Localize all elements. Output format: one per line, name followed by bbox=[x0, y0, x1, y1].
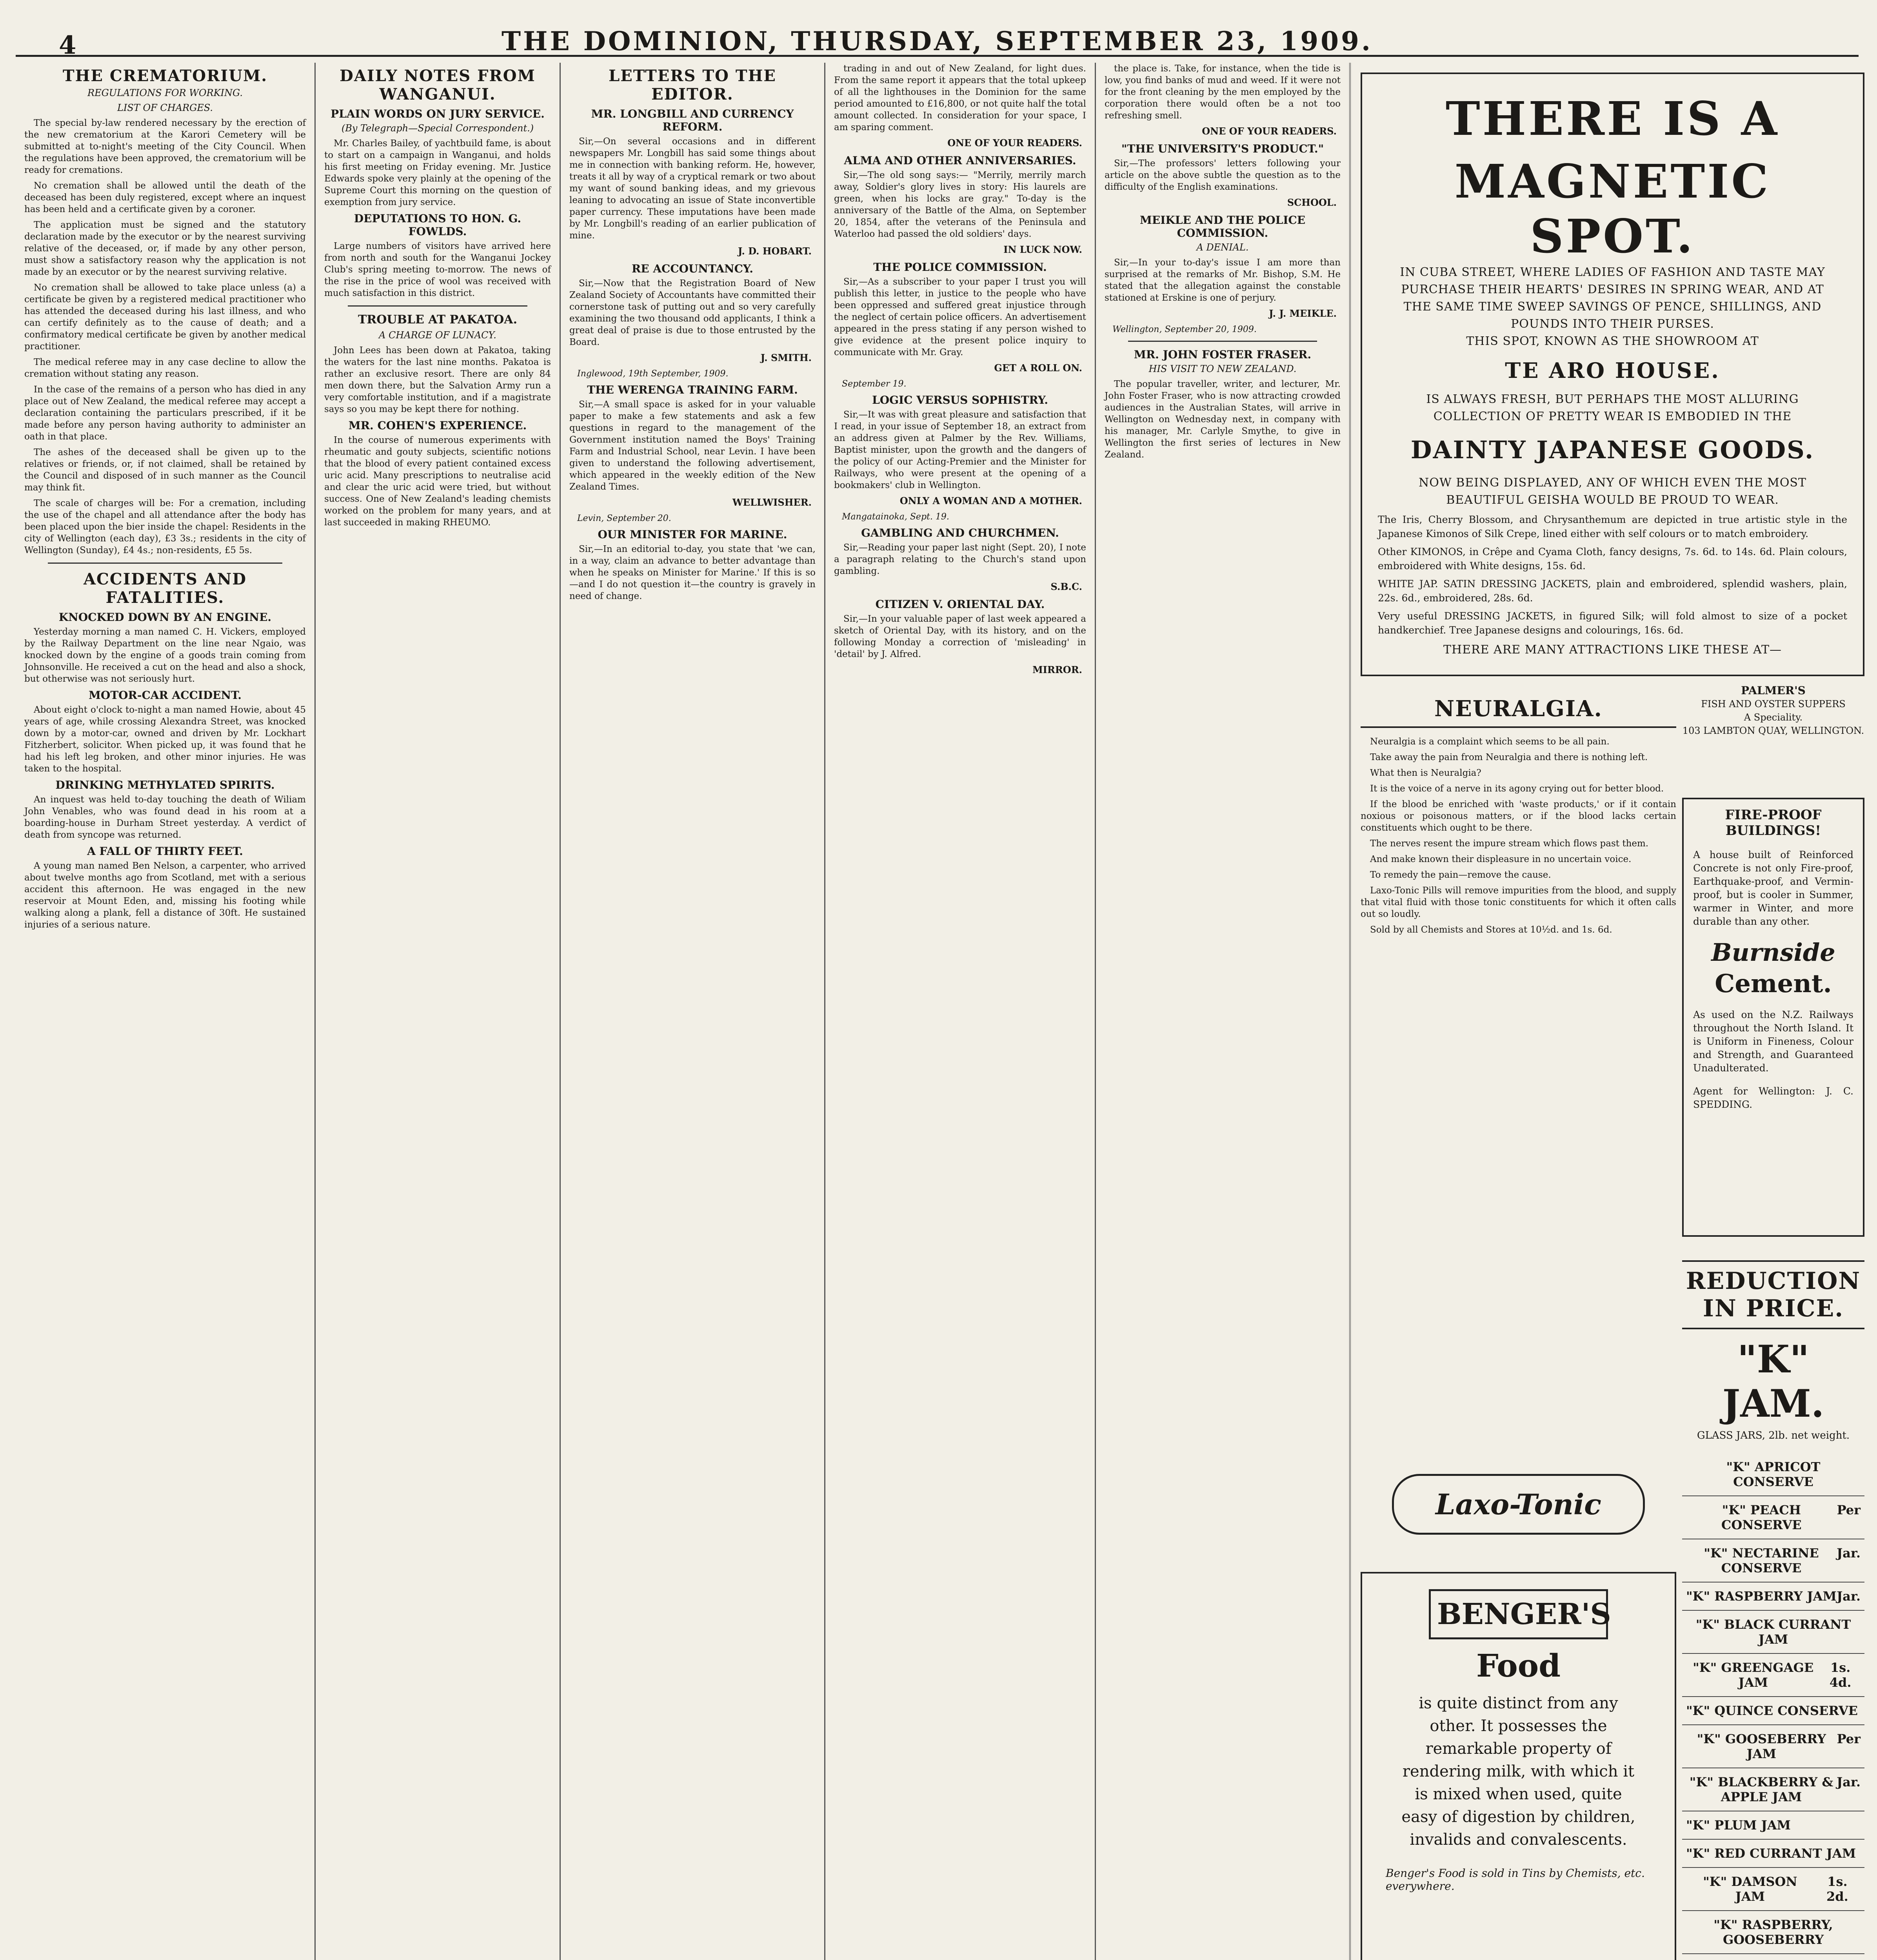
letter-signature: ONE OF YOUR READERS. bbox=[1202, 125, 1337, 137]
article-paragraph: In the case of the remains of a person who has died in any place out of New Zealand, the medical referee may accept a declaration containing the particulars prescribed, if it be made before any person having authority to administer an oath in that place. bbox=[24, 385, 306, 442]
jam-row bbox=[1682, 1611, 1864, 1654]
ad-note: Benger's Food is sold in Tins by Chemists, etc. everywhere. bbox=[1386, 1867, 1645, 1893]
letter-signature: IN LUCK NOW. bbox=[1003, 244, 1082, 255]
letter-signature: GET A ROLL ON. bbox=[994, 362, 1082, 374]
ad-title: REDUCTION IN PRICE. bbox=[1682, 1260, 1864, 1329]
ad-store-name: TE ARO HOUSE. bbox=[1505, 358, 1720, 383]
ad-paragraph: To remedy the pain—remove the cause. bbox=[1370, 870, 1551, 880]
jam-row bbox=[1682, 1496, 1864, 1539]
ad-line: NOW BEING DISPLAYED, ANY OF WHICH EVEN THE MOST bbox=[1419, 476, 1806, 490]
section-subheading: MR. COHEN'S EXPERIENCE. bbox=[348, 419, 527, 432]
jam-row bbox=[1682, 1768, 1864, 1811]
letter-heading: LOGIC VERSUS SOPHISTRY. bbox=[872, 394, 1048, 407]
article-heading: LETTERS TO THE EDITOR. bbox=[609, 67, 776, 103]
article-paragraph: No cremation shall be allowed to take place unless (a) a certificate be given by a registered medical practitioner who has attended the deceased during his last illness, and who can certify definitely as to the cause of death; and a confirmatory medical certificate be given by another medical practitioner. bbox=[24, 283, 306, 352]
letter-paragraph: Sir,—The professors' letters following your article on the above subtle the question as to the difficulty of the English examinations. bbox=[1105, 158, 1341, 192]
divider bbox=[1128, 341, 1317, 342]
ad-lines bbox=[1378, 474, 1847, 509]
ad-line: IS ALWAYS FRESH, BUT PERHAPS THE MOST ALLURING bbox=[1426, 392, 1799, 406]
divider bbox=[48, 563, 282, 564]
letter-paragraph: Sir,—Now that the Registration Board of New Zealand Society of Accountants have committed their cornerstone task of putting out and so very carefully examining the two thousand odd applicants, I think a great deal of praise is due to those entrusted by the Board. bbox=[569, 278, 816, 347]
jam-name: "K" GOOSEBERRY JAM bbox=[1697, 1731, 1826, 1761]
jam-row bbox=[1682, 1539, 1864, 1583]
letter-heading: MEIKLE AND THE POLICE COMMISSION. bbox=[1139, 214, 1306, 240]
ad-lines bbox=[1378, 641, 1847, 659]
ad-brand: Burnside bbox=[1711, 938, 1835, 967]
letter-paragraph: trading in and out of New Zealand, for light dues. From the same report it appears that the total upkeep of all the lighthouses in the Dominion for the same period amounted to £16,800, or not quite half the total amount collected. In consideration for your space, I am sparing comment. bbox=[834, 64, 1086, 132]
letter-paragraph: Sir,—In your valuable paper of last week appeared a sketch of Oriental Day, with its history, and on the following Monday a correction of 'misleading' in 'detail' by J. Alfred. bbox=[834, 614, 1086, 659]
article-heading: TROUBLE AT PAKATOA. bbox=[358, 313, 518, 327]
ad-lines bbox=[1378, 391, 1847, 425]
section-subheading: A FALL OF THIRTY FEET. bbox=[87, 845, 243, 858]
ad-paragraph: Neuralgia is a complaint which seems to be all pain. bbox=[1370, 737, 1610, 747]
laxo-tonic-wordmark: Laxo-Tonic bbox=[1392, 1474, 1645, 1535]
letter-paragraph: the place is. Take, for instance, when the tide is low, you find banks of mud and weed. If it were not for the front cleaning by the men employed by the corporation there would often be a not too refreshing smell. bbox=[1105, 64, 1341, 121]
article-subheading: A CHARGE OF LUNACY. bbox=[379, 330, 496, 341]
section-subheading: PLAIN WORDS ON JURY SERVICE. bbox=[331, 107, 545, 120]
ad-title: THERE IS A bbox=[1445, 91, 1780, 146]
letter-date: September 19. bbox=[842, 379, 907, 389]
article-subheading: A DENIAL. bbox=[1196, 242, 1249, 253]
jam-name: "K" RED CURRANT JAM bbox=[1686, 1846, 1856, 1861]
ad-paragraph: Laxo-Tonic Pills will remove impurities from the blood, and supply that vital fluid with those tonic constituents for which it often calls out so loudly. bbox=[1361, 886, 1676, 919]
jam-row bbox=[1682, 1725, 1864, 1768]
ad-brand: BENGER'S bbox=[1429, 1589, 1608, 1639]
article-paragraph: John Lees has been down at Pakatoa, taking the waters for the last nine months. Pakatoa is rather an exclusive resort. There are only 84 men down there, but the Salvation Army run a very comfortable institution, and if a magistrate says so you may be kept there for nothing. bbox=[324, 345, 551, 414]
letter-signature: S.B.C. bbox=[1050, 581, 1082, 592]
jam-price: Jar. bbox=[1837, 1589, 1861, 1604]
neuralgia-advert bbox=[1361, 684, 1676, 1462]
ad-store-name bbox=[1378, 674, 1847, 676]
column-5 bbox=[1096, 63, 1351, 1960]
section-subheading: KNOCKED DOWN BY AN ENGINE. bbox=[58, 611, 272, 624]
jam-row bbox=[1682, 1840, 1864, 1868]
jam-row bbox=[1682, 1811, 1864, 1840]
jam-name: "K" QUINCE CONSERVE bbox=[1686, 1703, 1858, 1718]
article-paragraph: About eight o'clock to-night a man named Howie, about 45 years of age, while crossing Alexandra Street, was knocked down by a motor-car, owned and driven by Mr. Lockhart Fitzherbert, solicitor. When picked up, it was found that he had his left leg broken, and other minor injuries. He was taken to the hospital. bbox=[24, 705, 306, 774]
article-paragraph: Large numbers of visitors have arrived here from north and south for the Wanganui Jockey Club's spring meeting to-morrow. The news of the rise in the price of wool was received with much satisfaction in this district. bbox=[324, 241, 551, 298]
jam-price: Per bbox=[1837, 1731, 1861, 1746]
article-heading: ACCIDENTS AND FATALITIES. bbox=[83, 570, 247, 607]
article-heading: DAILY NOTES FROM WANGANUI. bbox=[340, 67, 536, 103]
article-paragraph: The medical referee may in any case decline to allow the cremation without stating any reason. bbox=[24, 357, 306, 379]
article-paragraph: The application must be signed and the statutory declaration made by the executor or by the nearest surviving relative of the deceased, or, if made by any other person, must show a satisfactory reason why the application is not made by an executor or by the nearest surviving relative. bbox=[24, 220, 306, 277]
letter-heading: OUR MINISTER FOR MARINE. bbox=[598, 528, 787, 541]
ad-description: WHITE JAP. SATIN DRESSING JACKETS, plain and embroidered, splendid washers, plain, 22s. 6d., embroidered, 28s. 6d. bbox=[1378, 578, 1847, 604]
letter-heading: THE POLICE COMMISSION. bbox=[873, 261, 1047, 274]
ad-title: Food bbox=[1476, 1647, 1561, 1684]
letter-date: Levin, September 20. bbox=[577, 514, 671, 523]
column-3 bbox=[561, 63, 825, 1960]
burnside-cement-advert bbox=[1682, 798, 1864, 1237]
jam-name: "K" PLUM JAM bbox=[1686, 1818, 1791, 1833]
jam-row bbox=[1682, 1583, 1864, 1611]
jam-row bbox=[1682, 1453, 1864, 1496]
letter-signature: ONE OF YOUR READERS. bbox=[947, 137, 1082, 149]
letter-paragraph: Sir,—It was with great pleasure and satisfaction that I read, in your issue of September 18, an extract from an address given at Palmer by the Rev. Williams, Baptist minister, upon the growth and the dangers of the policy of our Acting-Premier and the Minister for Railways, who were present at the opening of a bookmakers' club in Wellington. bbox=[834, 410, 1086, 490]
ad-line: PURCHASE THEIR HEARTS' DESIRES IN SPRING WEAR, AND AT bbox=[1401, 283, 1824, 296]
article-paragraph: The special by-law rendered necessary by the erection of the new crematorium at the Karori Cemetery will be submitted at to-night's meeting of the City Council. When the regulations have been approved, the crematorium will be ready for cremations. bbox=[24, 118, 306, 175]
letter-heading: THE WERENGA TRAINING FARM. bbox=[587, 383, 798, 396]
ad-paragraph: Sold by all Chemists and Stores at 10½d. and 1s. 6d. bbox=[1370, 925, 1612, 935]
letter-date: Mangatainoka, Sept. 19. bbox=[842, 512, 949, 522]
ad-line: A Speciality. bbox=[1744, 712, 1803, 723]
ad-line: BEAUTIFUL GEISHA WOULD BE PROUD TO WEAR. bbox=[1446, 493, 1779, 507]
letter-paragraph: Sir,—As a subscriber to your paper I trust you will publish this letter, in justice to the people who have been oppressed and suffered great injustice through the neglect of certain police officers. An advertisement appeared in the press stating if any person wished to give evidence at the present police inquiry to communicate with Mr. Gray. bbox=[834, 277, 1086, 358]
ad-line: THERE ARE MANY ATTRACTIONS LIKE THESE AT— bbox=[1443, 643, 1782, 657]
ad-description: is quite distinct from any other. It possesses the remarkable property of rendering milk, with which it is mixed when used, quite easy of digestion by children, invalids and convalescents. bbox=[1401, 1694, 1635, 1849]
jam-name: "K" APRICOT CONSERVE bbox=[1726, 1459, 1821, 1489]
letter-signature: J. SMITH. bbox=[760, 352, 812, 363]
letter-signature: ONLY A WOMAN AND A MOTHER. bbox=[899, 495, 1082, 506]
bengers-food-advert bbox=[1361, 1572, 1676, 1960]
ad-description: Other KIMONOS, in Crêpe and Cyama Cloth, fancy designs, 7s. 6d. to 14s. 6d. Plain colours, embroidered with White designs, 15s. 6d. bbox=[1378, 546, 1847, 572]
ad-paragraph: It is the voice of a nerve in its agony crying out for better blood. bbox=[1370, 784, 1664, 794]
column-1 bbox=[16, 63, 316, 1960]
ad-brand: "K" JAM. bbox=[1722, 1337, 1824, 1426]
ad-line: THIS SPOT, KNOWN AS THE SHOWROOM AT bbox=[1466, 334, 1759, 348]
letter-paragraph: Sir,—In your to-day's issue I am more than surprised at the remarks of Mr. Bishop, S.M. He stated that the allegation against the constable stationed at Erskine is one of perjury. bbox=[1105, 258, 1341, 303]
letter-paragraph: Sir,—Reading your paper last night (Sept. 20), I note a paragraph relating to the Church's stand upon gambling. bbox=[834, 543, 1086, 576]
ad-description: Very useful DRESSING JACKETS, in figured Silk; will fold almost to size of a pocket handkerchief. Tree Japanese designs and colourings, 16s. 6d. bbox=[1378, 610, 1847, 636]
letter-signature: J. J. MEIKLE. bbox=[1269, 308, 1337, 319]
ad-title: FIRE-PROOF BUILDINGS! bbox=[1725, 807, 1822, 838]
article-paragraph: The scale of charges will be: For a cremation, including the use of the chapel and all attendance after the body has been placed upon the bier inside the chapel: Residents in the city of Wellington (each day), £3 3s.; residents in the city of Wellington (Sunday), £4 4s.; non-residents, £5 5s. bbox=[24, 498, 306, 555]
ad-description: The Iris, Cherry Blossom, and Chrysanthemum are depicted in true artistic style in the Japanese Kimonos of Silk Crepe, lined either with self colours or to match embroidery. bbox=[1378, 514, 1847, 539]
ad-agent: Agent for Wellington: J. C. SPEDDING. bbox=[1693, 1085, 1853, 1110]
column-2 bbox=[316, 63, 561, 1960]
ad-product: Cement. bbox=[1715, 969, 1832, 998]
ad-description: As used on the N.Z. Railways throughout the North Island. It is Uniform in Fineness, Colour and Strength, and Guaranteed Unadulterated. bbox=[1693, 1009, 1853, 1074]
article-heading: THE CREMATORIUM. bbox=[62, 67, 268, 85]
ad-line: COLLECTION OF PRETTY WEAR IS EMBODIED IN THE bbox=[1433, 410, 1792, 423]
ad-paragraph: What then is Neuralgia? bbox=[1370, 768, 1481, 778]
divider bbox=[348, 305, 527, 307]
ad-lines bbox=[1378, 264, 1847, 350]
te-aro-house-advert bbox=[1361, 73, 1864, 676]
masthead-title: THE DOMINION, THURSDAY, SEPTEMBER 23, 1909. bbox=[502, 26, 1373, 56]
ad-feature: DAINTY JAPANESE GOODS. bbox=[1410, 436, 1815, 464]
ad-paragraph: Take away the pain from Neuralgia and there is nothing left. bbox=[1370, 752, 1648, 762]
article-paragraph: In the course of numerous experiments with rheumatic and gouty subjects, scientific notions that the blood of every patient contained excess uric acid. Many prescriptions to neutralise acid and clear the uric acid were tried, but without success. One of New Zealand's leading chemists worked on the problem for many years, and at last succeeded in making RHEUMO. bbox=[324, 435, 551, 528]
ad-address: 103 LAMBTON QUAY, WELLINGTON. bbox=[1682, 725, 1864, 736]
jam-name: "K" RASPBERRY JAM bbox=[1686, 1589, 1837, 1604]
jam-list bbox=[1682, 1453, 1864, 1960]
jam-row bbox=[1682, 1697, 1864, 1725]
jam-price: 1s. 2d. bbox=[1826, 1874, 1848, 1904]
letter-heading: GAMBLING AND CHURCHMEN. bbox=[861, 526, 1059, 539]
letter-heading: "THE UNIVERSITY'S PRODUCT." bbox=[1121, 142, 1324, 155]
article-subheading: HIS VISIT TO NEW ZEALAND. bbox=[1148, 363, 1297, 374]
letter-signature: J. D. HOBART. bbox=[738, 245, 812, 257]
jam-name: "K" BLACK CURRANT JAM bbox=[1695, 1617, 1851, 1647]
jam-price: Jar. bbox=[1837, 1546, 1861, 1561]
letter-heading: CITIZEN V. ORIENTAL DAY. bbox=[875, 598, 1045, 611]
article-subheading: REGULATIONS FOR WORKING. bbox=[87, 87, 243, 98]
letter-signature: SCHOOL. bbox=[1287, 197, 1337, 208]
article-paragraph: No cremation shall be allowed until the death of the deceased has been duly registered, except where an inquest has been held and a certificate given by a coroner. bbox=[24, 181, 306, 214]
laxo-tonic-logo bbox=[1361, 1466, 1676, 1560]
article-paragraph: The ashes of the deceased shall be given up to the relatives or friends, or, if not claimed, shall be retained by the Council and disposed of in such manner as the Council may think fit. bbox=[24, 447, 306, 493]
jam-row bbox=[1682, 1911, 1864, 1954]
letter-signature: MIRROR. bbox=[1032, 664, 1082, 675]
section-subheading: DEPUTATIONS TO HON. G. FOWLDS. bbox=[354, 212, 521, 238]
jam-name: "K" RASPBERRY, GOOSEBERRY bbox=[1713, 1917, 1833, 1947]
jam-price: Jar. bbox=[1837, 1775, 1861, 1789]
ad-paragraph: The nerves resent the impure stream which flows past them. bbox=[1370, 838, 1649, 849]
jam-price: Per bbox=[1837, 1503, 1861, 1517]
letter-signature: WELLWISHER. bbox=[732, 497, 812, 508]
ad-title: PALMER'S bbox=[1741, 684, 1806, 697]
palmers-advert bbox=[1682, 684, 1864, 794]
jam-row bbox=[1682, 1654, 1864, 1697]
ad-line: IN CUBA STREET, WHERE LADIES OF FASHION AND TASTE MAY bbox=[1400, 265, 1825, 279]
ad-line: THE SAME TIME SWEEP SAVINGS OF PENCE, SHILLINGS, AND bbox=[1403, 300, 1822, 314]
jam-name: "K" GREENGAGE JAM bbox=[1693, 1660, 1814, 1690]
letter-heading: MR. LONGBILL AND CURRENCY REFORM. bbox=[591, 107, 794, 133]
ad-paragraph: If the blood be enriched with 'waste products,' or if it contain noxious or poisonous matters, or if the blood lacks certain constituents which ought to be there. bbox=[1361, 799, 1676, 833]
letter-heading: ALMA AND OTHER ANNIVERSARIES. bbox=[844, 154, 1076, 167]
page-number: 4 bbox=[59, 31, 76, 60]
column-4 bbox=[825, 63, 1096, 1960]
letter-date: Wellington, September 20, 1909. bbox=[1112, 325, 1257, 334]
jam-name: "K" DAMSON JAM bbox=[1703, 1874, 1797, 1904]
letter-paragraph: Sir,—The old song says:— "Merrily, merrily march away, Soldier's glory lives in story: His laurels are green, when his locks are gray." To-day is the anniversary of the Battle of the Alma, on September 20, 1854, after the veterans of the Peninsula and Waterloo had passed the old soldiers' days. bbox=[834, 170, 1086, 239]
article-paragraph: Yesterday morning a man named C. H. Vickers, employed by the Railway Department on the line near Ngaio, was knocked down by the engine of a goods train coming from Johnsonville. He received a cut on the head and also a shock, but otherwise was not seriously hurt. bbox=[24, 627, 306, 684]
ad-description: A house built of Reinforced Concrete is not only Fire-proof, Earthquake-proof, and Vermin-proof, but is cooler in Summer, warmer in Winter, and more durable than any other. bbox=[1693, 849, 1853, 927]
article-paragraph: Mr. Charles Bailey, of yachtbuild fame, is about to start on a campaign in Wanganui, and holds his first meeting on Friday evening. Mr. Justice Edwards spoke very plainly at the opening of the Supreme Court this morning on the question of exemption from jury service. bbox=[324, 138, 551, 207]
ad-subtitle: GLASS JARS, 2lb. net weight. bbox=[1697, 1430, 1850, 1441]
ad-paragraph: And make known their displeasure in no uncertain voice. bbox=[1370, 854, 1632, 864]
ad-line: FISH AND OYSTER SUPPERS bbox=[1701, 699, 1846, 710]
ad-title: NEURALGIA. bbox=[1361, 696, 1676, 728]
jam-name: "K" NECTARINE CONSERVE bbox=[1704, 1546, 1819, 1575]
jam-price: 1s. 4d. bbox=[1829, 1660, 1852, 1690]
jam-name: "K" BLACKBERRY & APPLE JAM bbox=[1689, 1775, 1833, 1804]
article-paragraph: The popular traveller, writer, and lecturer, Mr. John Foster Fraser, who is now attracting crowded audiences in the Australian States, will arrive in Wellington on Wednesday next, in company with his manager, Mr. Carlyle Smythe, to give in Wellington the first series of lectures in New Zealand. bbox=[1105, 379, 1341, 460]
section-subheading: MOTOR-CAR ACCIDENT. bbox=[88, 689, 242, 702]
letter-heading: RE ACCOUNTANCY. bbox=[631, 262, 754, 275]
jam-name: "K" PEACH CONSERVE bbox=[1721, 1503, 1802, 1532]
byline: (By Telegraph—Special Correspondent.) bbox=[341, 123, 534, 134]
ad-line: POUNDS INTO THEIR PURSES. bbox=[1511, 317, 1714, 331]
jam-row bbox=[1682, 1868, 1864, 1911]
k-jam-advert bbox=[1682, 1260, 1864, 1960]
article-subheading: LIST OF CHARGES. bbox=[117, 102, 213, 113]
letter-date: Inglewood, 19th September, 1909. bbox=[577, 369, 729, 379]
masthead bbox=[16, 27, 1859, 57]
section-subheading: DRINKING METHYLATED SPIRITS. bbox=[55, 779, 275, 791]
letter-paragraph: Sir,—In an editorial to-day, you state that 'we can, in a way, claim an advance to better advantage than when he speaks on Minister for Marine.' If this is so—and I do not question it—the country is gravely in need of change. bbox=[569, 544, 816, 601]
jam-row bbox=[1682, 1954, 1864, 1960]
article-paragraph: An inquest was held to-day touching the death of Wiliam John Venables, who was found dead in his room at a boarding-house in Durham Street yesterday. A verdict of death from syncope was returned. bbox=[24, 795, 306, 840]
letter-paragraph: Sir,—A small space is asked for in your valuable paper to make a few statements and ask a few questions in regard to the management of the Government institution named the Boys' Training Farm and Industrial School, near Levin. I have been given to understand the following advertisement, which appeared in the weekly edition of the New Zealand Times. bbox=[569, 399, 816, 492]
ad-title: MAGNETIC SPOT. bbox=[1454, 154, 1771, 263]
article-paragraph: A young man named Ben Nelson, a carpenter, who arrived about twelve months ago from Scotland, met with a serious accident this afternoon. He was engaged in the new reservoir at Mount Eden, and, missing his footing while walking along a plank, fell a distance of 30ft. He sustained injuries of a serious nature. bbox=[24, 861, 306, 930]
letter-paragraph: Sir,—On several occasions and in different newspapers Mr. Longbill has said some things about me in connection with banking reform. He, however, treats it all by way of a cryptical remark or two about my want of sound banking ideas, and my grievous leaning to advocating an issue of State inconvertible paper currency. These imputations have been made by Mr. Longbill's reading of an earlier publication of mine. bbox=[569, 136, 816, 241]
article-heading: MR. JOHN FOSTER FRASER. bbox=[1134, 348, 1312, 361]
